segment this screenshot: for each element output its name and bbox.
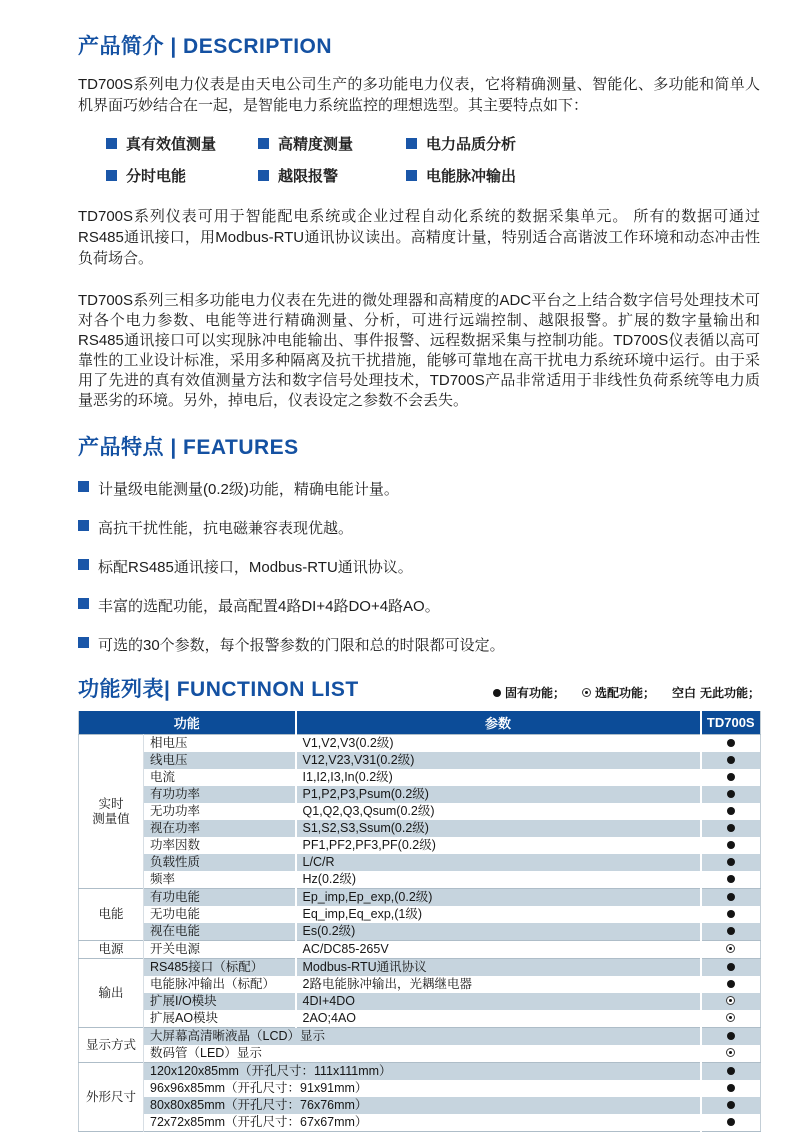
table-group-label: 外形尺寸: [79, 1063, 144, 1132]
bullet-square-icon: [78, 520, 89, 531]
param-cell: Eq_imp,Eq_exp,(1级): [296, 906, 701, 923]
function-cell: 有功电能: [144, 889, 296, 907]
feature-item: [78, 478, 760, 499]
param-cell: S1,S2,S3,Ssum(0.2级): [296, 820, 701, 837]
bullet-item: [106, 133, 258, 154]
column-header-parameter: 参数: [296, 711, 701, 735]
optional-dot-icon: [726, 996, 735, 1005]
table-row: [79, 976, 761, 993]
function-param-cell: 数码管（LED）显示: [144, 1045, 701, 1063]
mark-cell: [701, 1063, 761, 1081]
function-cell: 有功功率: [144, 786, 296, 803]
feature-item-label: 标配RS485通讯接口，Modbus-RTU通讯协议。: [98, 559, 413, 576]
bullet-item: [406, 165, 760, 186]
bullet-item-label: 越限报警: [278, 168, 339, 185]
mark-cell: [701, 837, 761, 854]
bullet-item-label: 电力品质分析: [426, 136, 517, 153]
function-cell: 视在功率: [144, 820, 296, 837]
description-paragraph-3: TD700S系列三相多功能电力仪表在先进的微处理器和高精度的ADC平台之上结合数字信号处理技术可对各个电力参数、电能等进行精确测量、分析，可进行远端控制、越限报警。扩展的数字量输出和RS485通讯接口可以实现脉冲电能输出、事件报警、远程数据采集与控制功能。TD700S仪表循以高可靠性的工业设计标准，采用多种隔离及抗干扰措施，能够可靠地在高干扰电力系统环境中运行。由于采用了先进的真有效值测量方法和数字信号处理技术，TD700S产品非常适用于非线性负荷系统等电力质量恶劣的环境。另外，掉电后，仪表设定之参数不会丢失。: [78, 292, 760, 409]
key-features-bullet-grid: [106, 133, 760, 186]
param-cell: I1,I2,I3,In(0.2级): [296, 769, 701, 786]
mark-cell: [701, 1045, 761, 1063]
table-row: [79, 1045, 761, 1063]
solid-dot-icon: [727, 875, 735, 883]
param-cell: PF1,PF2,PF3,PF(0.2级): [296, 837, 701, 854]
function-cell: 无功功率: [144, 803, 296, 820]
mark-cell: [701, 1010, 761, 1028]
bullet-item-label: 真有效值测量: [126, 136, 217, 153]
function-cell: 视在电能: [144, 923, 296, 941]
feature-item-label: 计量级电能测量(0.2级)功能，精确电能计量。: [98, 481, 399, 498]
solid-dot-icon: [727, 1101, 735, 1109]
table-group-label: 实时 测量值: [79, 735, 144, 889]
table-row: [79, 923, 761, 941]
param-cell: 4DI+4DO: [296, 993, 701, 1010]
param-cell: L/C/R: [296, 854, 701, 871]
mark-cell: [701, 871, 761, 889]
feature-item: [78, 595, 760, 616]
bullet-square-icon: [258, 138, 269, 149]
function-table: [78, 711, 761, 1132]
table-group-label: 显示方式: [79, 1028, 144, 1063]
table-row: [79, 889, 761, 907]
feature-item-label: 可选的30个参数，每个报警参数的门限和总的时限都可设定。: [98, 637, 505, 654]
function-cell: 扩展AO模块: [144, 1010, 296, 1028]
table-row: [79, 941, 761, 959]
legend-item: [672, 684, 760, 701]
bullet-item: [258, 133, 406, 154]
param-cell: Modbus-RTU通讯协议: [296, 959, 701, 977]
param-cell: 2路电能脉冲输出，光耦继电器: [296, 976, 701, 993]
solid-dot-icon: [727, 963, 735, 971]
mark-cell: [701, 906, 761, 923]
legend-item-label: 选配功能；: [594, 686, 655, 700]
legend-item: [493, 684, 565, 701]
bullet-item: [406, 133, 760, 154]
solid-dot-icon: [727, 790, 735, 798]
feature-item: [78, 517, 760, 538]
table-row: [79, 1028, 761, 1046]
table-row: [79, 1080, 761, 1097]
mark-cell: [701, 735, 761, 753]
mark-cell: [701, 854, 761, 871]
function-cell: 扩展I/O模块: [144, 993, 296, 1010]
bullet-square-icon: [78, 481, 89, 492]
optional-dot-icon: [726, 1048, 735, 1057]
function-param-cell: 96x96x85mm（开孔尺寸：91x91mm）: [144, 1080, 701, 1097]
function-cell: 线电压: [144, 752, 296, 769]
feature-item: [78, 556, 760, 577]
table-row: [79, 906, 761, 923]
solid-dot-icon: [727, 1032, 735, 1040]
function-param-cell: 120x120x85mm（开孔尺寸：111x111mm）: [144, 1063, 701, 1081]
solid-dot-icon: [727, 756, 735, 764]
table-row: [79, 752, 761, 769]
mark-cell: [701, 803, 761, 820]
table-row: [79, 1114, 761, 1132]
mark-cell: [701, 769, 761, 786]
features-section: [78, 431, 760, 655]
solid-dot-icon: [727, 893, 735, 901]
optional-dot-icon: [726, 1013, 735, 1022]
function-cell: 电能脉冲输出（标配）: [144, 976, 296, 993]
mark-cell: [701, 1097, 761, 1114]
mark-cell: [701, 923, 761, 941]
bullet-square-icon: [78, 637, 89, 648]
function-cell: 无功电能: [144, 906, 296, 923]
solid-dot-icon: [727, 807, 735, 815]
solid-dot-icon: [727, 858, 735, 866]
table-row: [79, 993, 761, 1010]
feature-item-label: 丰富的选配功能，最高配置4路DI+4路DO+4路AO。: [98, 598, 440, 615]
table-row: [79, 1063, 761, 1081]
table-group-label: 电源: [79, 941, 144, 959]
function-param-cell: 大屏幕高清晰液晶（LCD）显示: [144, 1028, 701, 1046]
feature-item: [78, 634, 760, 655]
solid-dot-icon: [493, 689, 501, 697]
mark-cell: [701, 752, 761, 769]
mark-cell: [701, 889, 761, 907]
mark-cell: [701, 1080, 761, 1097]
feature-list: [78, 478, 760, 655]
mark-cell: [701, 959, 761, 977]
optional-dot-icon: [726, 944, 735, 953]
solid-dot-icon: [727, 739, 735, 747]
solid-dot-icon: [727, 1118, 735, 1126]
table-row: [79, 854, 761, 871]
bullet-item-label: 电能脉冲输出: [426, 168, 517, 185]
solid-dot-icon: [727, 910, 735, 918]
mark-cell: [701, 976, 761, 993]
solid-dot-icon: [727, 824, 735, 832]
table-row: [79, 786, 761, 803]
function-cell: 开关电源: [144, 941, 296, 959]
mark-cell: [701, 941, 761, 959]
column-header-model: TD700S: [701, 711, 761, 735]
mark-cell: [701, 993, 761, 1010]
function-cell: 功率因数: [144, 837, 296, 854]
description-paragraph-2: TD700S系列仪表可用于智能配电系统或企业过程自动化系统的数据采集单元。 所有的数据可通过RS485通讯接口，用Modbus-RTU通讯协议读出。高精度计量，特别适合高谐波工作环境和动态冲击性负荷场合。: [78, 208, 760, 267]
legend-item: [582, 684, 655, 701]
table-row: [79, 871, 761, 889]
param-cell: P1,P2,P3,Psum(0.2级): [296, 786, 701, 803]
bullet-square-icon: [78, 598, 89, 609]
solid-dot-icon: [727, 841, 735, 849]
description-paragraph-1: TD700S系列电力仪表是由天电公司生产的多功能电力仪表，它将精确测量、智能化、多功能和简单人机界面巧妙结合在一起，是智能电力系统监控的理想选型。其主要特点如下：: [78, 76, 760, 114]
table-row: [79, 820, 761, 837]
param-cell: Ep_imp,Ep_exp,(0.2级): [296, 889, 701, 907]
bullet-item-label: 高精度测量: [278, 136, 354, 153]
param-cell: AC/DC85-265V: [296, 941, 701, 959]
function-param-cell: 80x80x85mm（开孔尺寸：76x76mm）: [144, 1097, 701, 1114]
description-section: [78, 30, 760, 411]
param-cell: V1,V2,V3(0.2级): [296, 735, 701, 753]
solid-dot-icon: [727, 1067, 735, 1075]
legend-item-label: 固有功能；: [504, 686, 565, 700]
table-legend: [493, 684, 760, 703]
function-list-title: 功能列表| FUNCTINON LIST: [78, 678, 359, 701]
mark-cell: [701, 820, 761, 837]
bullet-item-label: 分时电能: [126, 168, 187, 185]
function-cell: 电流: [144, 769, 296, 786]
table-row: [79, 769, 761, 786]
table-row: [79, 1097, 761, 1114]
bullet-square-icon: [258, 170, 269, 181]
table-row: [79, 837, 761, 854]
mark-cell: [701, 1114, 761, 1132]
feature-item-label: 高抗干扰性能，抗电磁兼容表现优越。: [98, 520, 354, 537]
bullet-square-icon: [78, 559, 89, 570]
param-cell: 2AO;4AO: [296, 1010, 701, 1028]
function-cell: 频率: [144, 871, 296, 889]
mark-cell: [701, 786, 761, 803]
solid-dot-icon: [727, 980, 735, 988]
solid-dot-icon: [727, 1084, 735, 1092]
table-header-row: [79, 711, 761, 735]
param-cell: Es(0.2级): [296, 923, 701, 941]
function-cell: 负载性质: [144, 854, 296, 871]
table-group-label: 电能: [79, 889, 144, 941]
bullet-square-icon: [106, 138, 117, 149]
bullet-item: [106, 165, 258, 186]
solid-dot-icon: [727, 927, 735, 935]
legend-item-label: 无此功能；: [699, 686, 760, 700]
solid-dot-icon: [727, 773, 735, 781]
function-cell: 相电压: [144, 735, 296, 753]
table-row: [79, 803, 761, 820]
legend-blank-word: 空白: [671, 686, 696, 700]
table-row: [79, 735, 761, 753]
mark-cell: [701, 1028, 761, 1046]
function-cell: RS485接口（标配）: [144, 959, 296, 977]
function-list-section: [78, 673, 760, 1132]
description-section-title: 产品简介 | DESCRIPTION: [78, 35, 333, 58]
bullet-item: [258, 165, 406, 186]
column-header-function: 功能: [79, 711, 296, 735]
table-row: [79, 1010, 761, 1028]
bullet-square-icon: [406, 138, 417, 149]
optional-dot-icon: [582, 688, 591, 697]
features-section-title: 产品特点 | FEATURES: [78, 436, 299, 459]
function-list-header: [78, 673, 760, 703]
param-cell: V12,V23,V31(0.2级): [296, 752, 701, 769]
bullet-square-icon: [406, 170, 417, 181]
table-row: [79, 959, 761, 977]
param-cell: Q1,Q2,Q3,Qsum(0.2级): [296, 803, 701, 820]
param-cell: Hz(0.2级): [296, 871, 701, 889]
table-group-label: 输出: [79, 959, 144, 1028]
bullet-square-icon: [106, 170, 117, 181]
function-param-cell: 72x72x85mm（开孔尺寸：67x67mm）: [144, 1114, 701, 1132]
